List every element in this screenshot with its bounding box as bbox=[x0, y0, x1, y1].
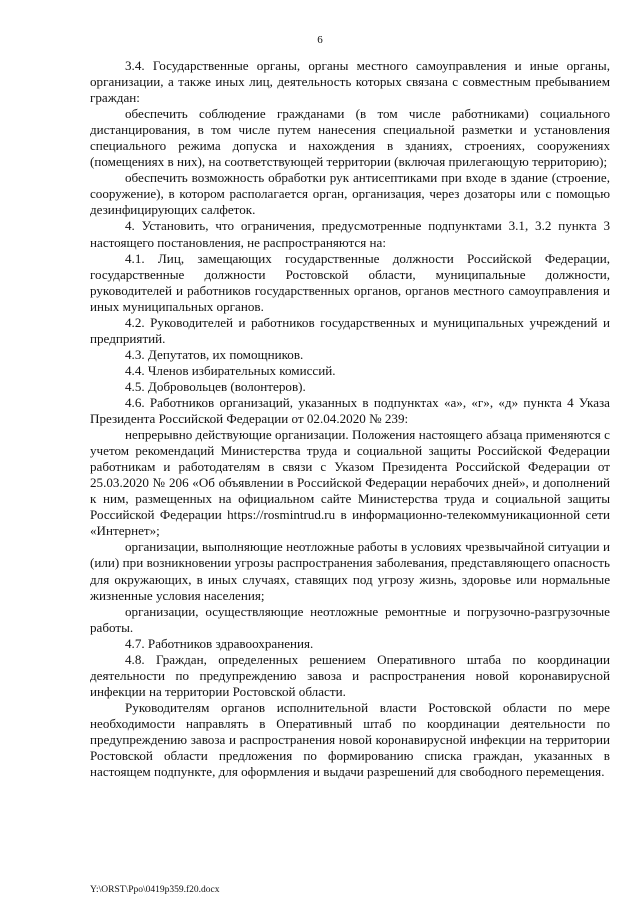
paragraph-executive-heads: Руководителям органов исполнительной власти Ростовской области по мере необходимости направлять в Оперативный штаб по координации деятельности по предупреждению завоза и распространения новой коронавирусной инфекции на территории Ростовской области предложения по формированию списка граждан, указанных в настоящем подпункте, для оформления и выдачи разрешений для свободного перемещения. bbox=[90, 699, 610, 780]
paragraph-4-5: 4.5. Добровольцев (волонтеров). bbox=[125, 378, 306, 394]
paragraph-4: 4. Установить, что ограничения, предусмотренные подпунктами 3.1, 3.2 пункта 3 настоящего постановления, не распространяются на: bbox=[90, 218, 610, 250]
paragraph-4-1: 4.1. Лиц, замещающих государственные должности Российской Федерации, государственные должности Ростовской области, муниципальные должности, руководителей и работников государственных органов, органов местного самоуправления и иных муниципальных органов. bbox=[90, 250, 610, 314]
footer-file-path: Y:\ORST\Ppo\0419p359.f20.docx bbox=[90, 885, 220, 895]
paragraph-4-2: 4.2. Руководителей и работников государственных и муниципальных учреждений и предприятий. bbox=[90, 314, 610, 346]
paragraph-4-3: 4.3. Депутатов, их помощников. bbox=[125, 346, 304, 362]
paragraph-3-4: 3.4. Государственные органы, органы местного самоуправления и иные органы, организации, а также иных лиц, деятельность которых связана с совместным пребыванием граждан: bbox=[90, 58, 610, 106]
document-body bbox=[90, 58, 610, 780]
paragraph-4-6: 4.6. Работников организаций, указанных в подпунктах «а», «г», «д» пункта 4 Указа Президента Российской Федерации от 02.04.2020 № 239: bbox=[90, 394, 610, 427]
paragraph-repair-organizations: организации, осуществляющие неотложные ремонтные и погрузочно-разгрузочные работы. bbox=[90, 603, 610, 635]
paragraph-antiseptics: обеспечить возможность обработки рук антисептиками при входе в здание (строение, сооружение), в котором располагается орган, организация, через дозаторы или с помощью дезинфицирующих салфеток. bbox=[90, 170, 610, 218]
paragraph-continuous-organizations: непрерывно действующие организации. Положения настоящего абзаца применяются с учетом рекомендаций Министерства труда и социальной защиты Российской Федерации работникам и работодателям в связи с Указом Президента Российской Федерации от 25.03.2020 № 206 «Об объявлении в Российской Федерации нерабочих дней», и дополнений к ним, размещенных на официальном сайте Министерства труда и социальной защиты Российской Федерации https://rosmintrud.ru в информационно-телекоммуникационной сети «Интернет»; bbox=[90, 427, 610, 539]
page-number: 6 bbox=[317, 34, 323, 46]
paragraph-4-7: 4.7. Работников здравоохранения. bbox=[125, 635, 314, 651]
paragraph-4-4: 4.4. Членов избирательных комиссий. bbox=[125, 362, 336, 378]
paragraph-emergency-organizations: организации, выполняющие неотложные работы в условиях чрезвычайной ситуации и (или) при возникновении угрозы распространения заболевания, представляющего опасность для окружающих, в иных случаях, ставящих под угрозу жизнь, здоровье или нормальные жизненные условия населения; bbox=[90, 539, 610, 603]
paragraph-social-distancing: обеспечить соблюдение гражданами (в том числе работниками) социального дистанцирования, в том числе путем нанесения специальной разметки и установления специального режима допуска и нахождения в зданиях, строениях, сооружениях (помещениях в них), на соответствующей территории (включая прилегающую территорию); bbox=[90, 106, 610, 170]
paragraph-4-8: 4.8. Граждан, определенных решением Оперативного штаба по координации деятельности по предупреждению завоза и распространения новой коронавирусной инфекции на территории Ростовской области. bbox=[90, 651, 610, 699]
